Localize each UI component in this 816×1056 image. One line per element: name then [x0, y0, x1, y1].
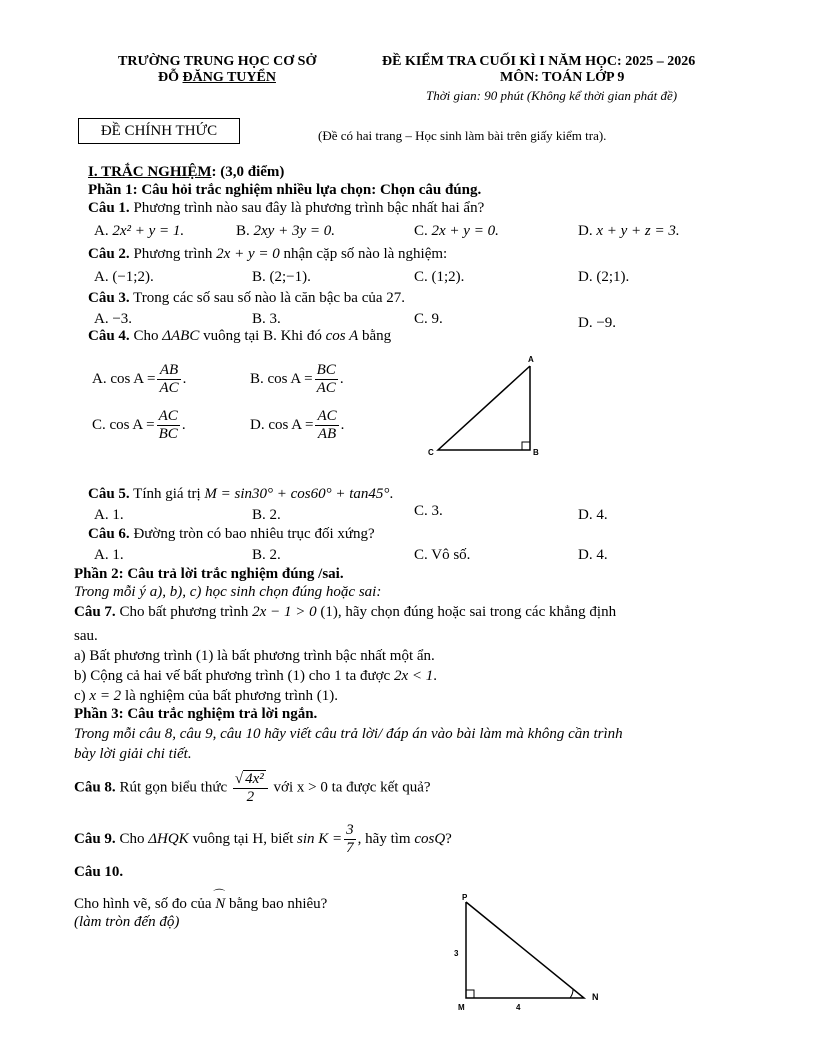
question-2: Câu 2. Phương trình 2x + y = 0 nhận cặp số nào là nghiệm: — [88, 246, 448, 262]
q1-option-c: C. 2x + y = 0. — [414, 223, 499, 239]
exam-note: (Đề có hai trang – Học sinh làm bài trên giấy kiểm tra). — [318, 128, 607, 143]
question-10-note: (làm tròn đến độ) — [74, 914, 180, 930]
section-title: I. TRẮC NGHIỆM: (3,0 điểm) — [88, 164, 285, 180]
vertex-a-label: A — [528, 355, 534, 364]
school-name: TRƯỜNG TRUNG HỌC CƠ SỞ — [118, 54, 317, 69]
q3-option-b: B. 3. — [252, 311, 281, 327]
question-10: Cho hình vẽ, số đo của ⌒ N bằng bao nhiêu? — [74, 896, 327, 913]
q5-option-a: A. 1. — [94, 507, 124, 523]
part2-instruction: Trong mỗi ý a), b), c) học sinh chọn đúng hoặc sai: — [74, 584, 382, 600]
official-box: ĐỀ CHÍNH THỨC — [78, 118, 240, 144]
q4-option-c: C. cos A = $\frac{AC}{BC}$ . — [92, 408, 186, 442]
q7-statement-c: c) x = 2 là nghiệm của bất phương trình (1). — [74, 688, 339, 704]
q5-option-d: D. 4. — [578, 507, 608, 523]
triangle-pmn — [466, 902, 584, 998]
vertex-p-label: P — [462, 893, 468, 902]
part3-title: Phần 3: Câu trắc nghiệm trả lời ngắn. — [74, 706, 318, 722]
right-angle-mark — [522, 442, 530, 450]
question-10-label: Câu 10. — [74, 864, 124, 880]
q5-option-c: C. 3. — [414, 503, 443, 519]
q3-option-d: D. −9. — [578, 315, 617, 331]
question-4: Câu 4. Cho ΔABC vuông tại B. Khi đó cos A bằng — [88, 328, 392, 344]
question-6: Câu 6. Đường tròn có bao nhiêu trục đối xứng? — [88, 526, 375, 542]
q7-statement-a: a) Bất phương trình (1) là bất phương trình bậc nhất một ẩn. — [74, 648, 435, 664]
side-mn-length: 4 — [516, 1003, 521, 1012]
school-name-line2: ĐỖ ĐĂNG TUYỂN — [158, 70, 276, 85]
exam-time: Thời gian: 90 phút (Không kể thời gian phát đề) — [426, 88, 678, 103]
q5-option-b: B. 2. — [252, 507, 281, 523]
part3-instruction-1: Trong mỗi câu 8, câu 9, câu 10 hãy viết câu trả lời/ đáp án vào bài làm mà không cần trình — [74, 726, 623, 742]
question-1: Câu 1. Phương trình nào sau đây là phương trình bậc nhất hai ẩn? — [88, 200, 485, 216]
angle-n-arc — [570, 989, 573, 998]
q2-option-d: D. (2;1). — [578, 269, 630, 285]
q4-option-a: A. cos A = $\frac{AB}{AC}$ . — [92, 362, 187, 396]
question-8: Câu 8. Rút gọn biểu thức $\frac{\text{√ 4x²}}{2}$ với x > 0 ta được kết quả? — [74, 771, 431, 805]
question-3: Câu 3. Trong các số sau số nào là căn bậc ba của 27. — [88, 290, 406, 306]
q6-option-a: A. 1. — [94, 547, 124, 563]
part1-title: Phần 1: Câu hỏi trắc nghiệm nhiều lựa chọn: Chọn câu đúng. — [88, 182, 482, 198]
question-5: Câu 5. Tính giá trị M = sin30° + cos60° + tan45°. — [88, 486, 394, 502]
vertex-m-label: M — [458, 1003, 465, 1012]
q4-triangle-figure — [420, 352, 550, 464]
q10-triangle-figure — [450, 892, 610, 1016]
q2-option-a: A. (−1;2). — [94, 269, 154, 285]
q4-option-b: B. cos A = $\frac{BC}{AC}$ . — [250, 362, 344, 396]
q2-option-b: B. (2;−1). — [252, 269, 311, 285]
q3-option-a: A. −3. — [94, 311, 133, 327]
exam-title: ĐỀ KIỂM TRA CUỐI KÌ I NĂM HỌC: 2025 – 2026 — [382, 54, 696, 69]
q6-option-c: C. Vô số. — [414, 547, 471, 563]
part2-title: Phần 2: Câu trả lời trắc nghiệm đúng /sai. — [74, 566, 344, 582]
question-9: Câu 9. Cho ΔHQK vuông tại H, biết sin K = $\frac{3}{7}$ , hãy tìm cosQ? — [74, 822, 452, 856]
side-pm-length: 3 — [454, 949, 459, 958]
question-7: Câu 7. Cho bất phương trình 2x − 1 > 0 (1), hãy chọn đúng hoặc sai trong các khẳng định — [74, 604, 617, 620]
question-7-wrap: sau. — [74, 628, 98, 644]
part3-instruction-2: bày lời giải chi tiết. — [74, 746, 192, 762]
q6-option-b: B. 2. — [252, 547, 281, 563]
triangle-abc — [438, 366, 530, 450]
q7-statement-b: b) Cộng cả hai vế bất phương trình (1) cho 1 ta được 2x < 1. — [74, 668, 437, 684]
vertex-b-label: B — [533, 448, 539, 457]
q4-option-d: D. cos A = $\frac{AC}{AB}$ . — [250, 408, 345, 442]
right-angle-mark — [466, 990, 474, 998]
q3-option-c: C. 9. — [414, 311, 443, 327]
q1-option-d: D. x + y + z = 3. — [578, 223, 680, 239]
q6-option-d: D. 4. — [578, 547, 608, 563]
vertex-c-label: C — [428, 448, 434, 457]
q1-option-a: A. 2x² + y = 1. — [94, 223, 185, 239]
vertex-n-label: N — [592, 992, 599, 1002]
q2-option-c: C. (1;2). — [414, 269, 465, 285]
q1-option-b: B. 2xy + 3y = 0. — [236, 223, 335, 239]
subject: MÔN: TOÁN LỚP 9 — [500, 70, 625, 85]
